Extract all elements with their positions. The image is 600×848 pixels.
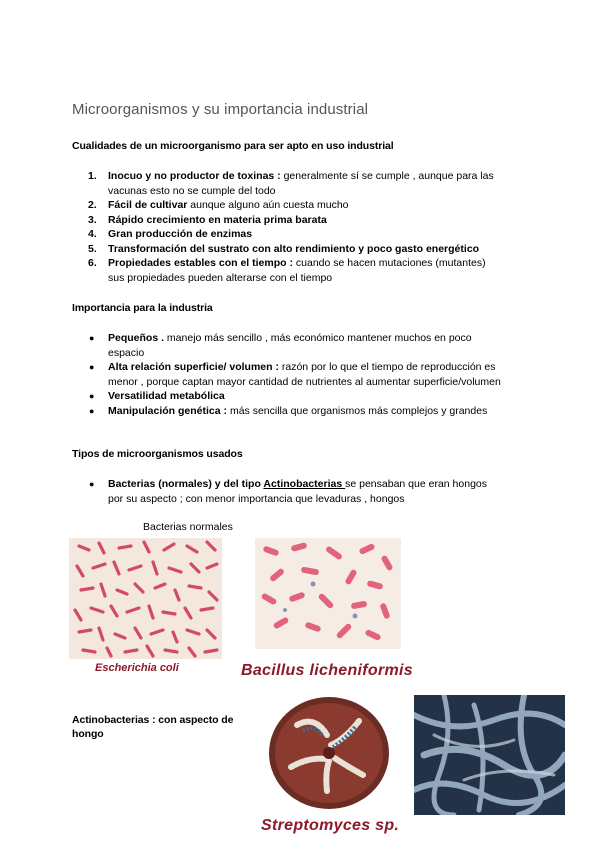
ecoli-micrograph <box>69 538 222 659</box>
section-heading-importance: Importancia para la industria <box>72 302 213 314</box>
actinobacteria-label-line1: Actinobacterias : con aspecto de <box>72 714 234 726</box>
item-bold: Gran producción de enzimas <box>108 228 253 240</box>
page-title: Microorganismos y su importancia industrial <box>72 101 369 118</box>
bullet-icon: ● <box>89 391 95 401</box>
item-bold: Bacterias (normales) y del tipo <box>108 478 264 490</box>
item-bold: Inocuo y no productor de toxinas : <box>108 170 281 182</box>
item-continuation: espacio <box>108 346 145 359</box>
list-item <box>72 477 542 506</box>
item-bold: Fácil de cultivar <box>108 199 188 211</box>
ecoli-caption: Escherichia coli <box>95 662 179 674</box>
item-bold: Manipulación genética : <box>108 404 228 417</box>
streptomyces-caption: Streptomyces sp. <box>261 817 400 834</box>
bacillus-caption: Bacillus licheniformis <box>241 662 413 679</box>
streptomyces-dish-image <box>267 695 391 811</box>
list-item <box>72 198 542 213</box>
item-text: más sencilla que organismos más complejos y grandes <box>227 404 488 417</box>
item-continuation: por su aspecto ; con menor importancia que levaduras , hongos <box>108 492 405 505</box>
list-item <box>72 227 542 242</box>
bacillus-image <box>255 538 401 649</box>
petri-dish-graphic <box>267 695 391 811</box>
actinobacteria-label <box>72 713 252 741</box>
section-heading-types: Tipos de microorganismos usados <box>72 448 243 460</box>
item-number: 3. <box>88 213 97 226</box>
item-bold: Alta relación superficie/ volumen : <box>108 361 279 373</box>
qualities-list <box>72 169 542 285</box>
item-number: 5. <box>88 242 97 255</box>
normal-bacteria-label: Bacterias normales <box>143 521 233 533</box>
list-item <box>72 389 542 404</box>
bullet-icon: ● <box>89 405 95 416</box>
item-bold: Rápido crecimiento en materia prima barata <box>108 213 327 226</box>
bullet-icon: ● <box>89 333 95 343</box>
list-item <box>72 256 542 285</box>
list-item <box>72 404 542 419</box>
item-underlined: Actinobacterias <box>263 478 346 490</box>
item-number: 2. <box>88 199 97 211</box>
importance-list <box>72 331 542 418</box>
section-heading-qualities: Cualidades de un microorganismo para ser apto en uso industrial <box>72 140 394 152</box>
item-continuation: vacunas esto no se cumple del todo <box>108 184 276 197</box>
item-bold: Transformación del sustrato con alto rendimiento y poco gasto energético <box>108 242 480 255</box>
bullet-icon: ● <box>89 362 95 372</box>
item-bold: Versatilidad metabólica <box>108 390 225 402</box>
list-item <box>72 360 542 389</box>
list-item <box>72 213 542 228</box>
streptomyces-sem-image <box>414 695 565 815</box>
item-bold: Pequeños . <box>108 332 165 344</box>
list-item <box>72 331 542 360</box>
item-text: generalmente sí se cumple , aunque para las <box>280 170 494 182</box>
bacillus-micrograph <box>255 538 401 649</box>
ecoli-image <box>69 538 222 659</box>
item-number: 6. <box>88 257 97 269</box>
item-number: 4. <box>88 228 97 240</box>
item-number: 1. <box>88 170 97 182</box>
sem-micrograph <box>414 695 565 815</box>
list-item <box>72 242 542 257</box>
item-bold: Propiedades estables con el tiempo : <box>108 257 293 269</box>
item-text: aunque alguno aún cuesta mucho <box>187 199 349 211</box>
item-text: se pensaban que eran hongos <box>345 478 487 490</box>
bullet-icon: ● <box>89 479 95 489</box>
item-text: manejo más sencillo , más económico mantener muchos en poco <box>164 332 472 344</box>
item-continuation: sus propiedades pueden alterarse con el tiempo <box>108 271 333 284</box>
item-continuation: menor , porque captan mayor cantidad de nutrientes al aumentar superficie/volumen <box>108 375 501 388</box>
list-item <box>72 169 542 198</box>
item-text: cuando se hacen mutaciones (mutantes) <box>292 257 486 269</box>
actinobacteria-label-line2: hongo <box>72 728 104 740</box>
types-list <box>72 477 542 506</box>
item-text: razón por lo que el tiempo de reproducción es <box>278 361 496 373</box>
